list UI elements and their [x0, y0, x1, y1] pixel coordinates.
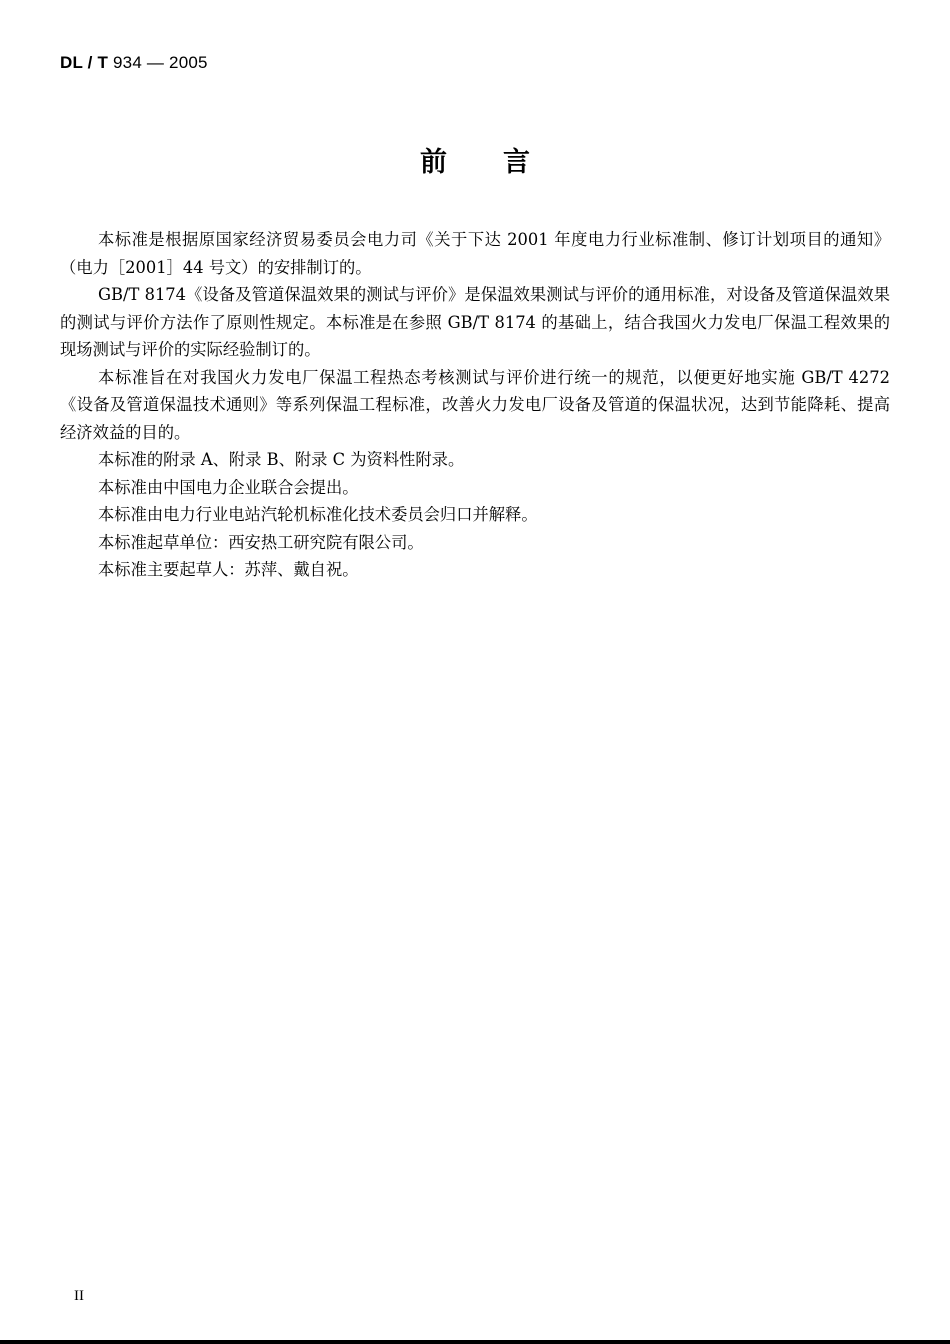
paragraph: 本标准的附录 A、附录 B、附录 C 为资料性附录。	[98, 450, 465, 469]
page-header	[60, 53, 208, 73]
paragraph: GB/T 8174《设备及管道保温效果的测试与评价》是保温效果测试与评价的通用标准，对设备及管道保温效果的测试与评价方法作了原则性规定。本标准是在参照 GB/T 8174 的基础上，结合我国火力发电厂保温工程效果的现场测试与评价的实际经验制订的。	[60, 285, 890, 359]
paragraph: 本标准起草单位：西安热工研究院有限公司。	[98, 532, 424, 552]
standard-code-prefix: DL / T	[60, 53, 109, 72]
paragraph: 本标准由中国电力企业联合会提出。	[98, 477, 359, 497]
page-title: 前言	[420, 147, 586, 178]
bottom-rule	[0, 1340, 950, 1344]
standard-code-number: 934 — 2005	[108, 53, 208, 72]
paragraph: 本标准是根据原国家经济贸易委员会电力司《关于下达 2001 年度电力行业标准制、修订计划项目的通知》（电力［2001］44 号文）的安排制订的。	[60, 230, 890, 277]
foreword-body	[60, 226, 890, 584]
paragraph: 本标准由电力行业电站汽轮机标准化技术委员会归口并解释。	[98, 505, 538, 524]
page-number: II	[74, 1288, 84, 1304]
paragraph: 本标准主要起草人：苏萍、戴自祝。	[98, 560, 359, 579]
paragraph: 本标准旨在对我国火力发电厂保温工程热态考核测试与评价进行统一的规范，以便更好地实施 GB/T 4272《设备及管道保温技术通则》等系列保温工程标准，改善火力发电厂设备及管道的保温状况，达到节能降耗、提高经济效益的目的。	[60, 367, 890, 442]
